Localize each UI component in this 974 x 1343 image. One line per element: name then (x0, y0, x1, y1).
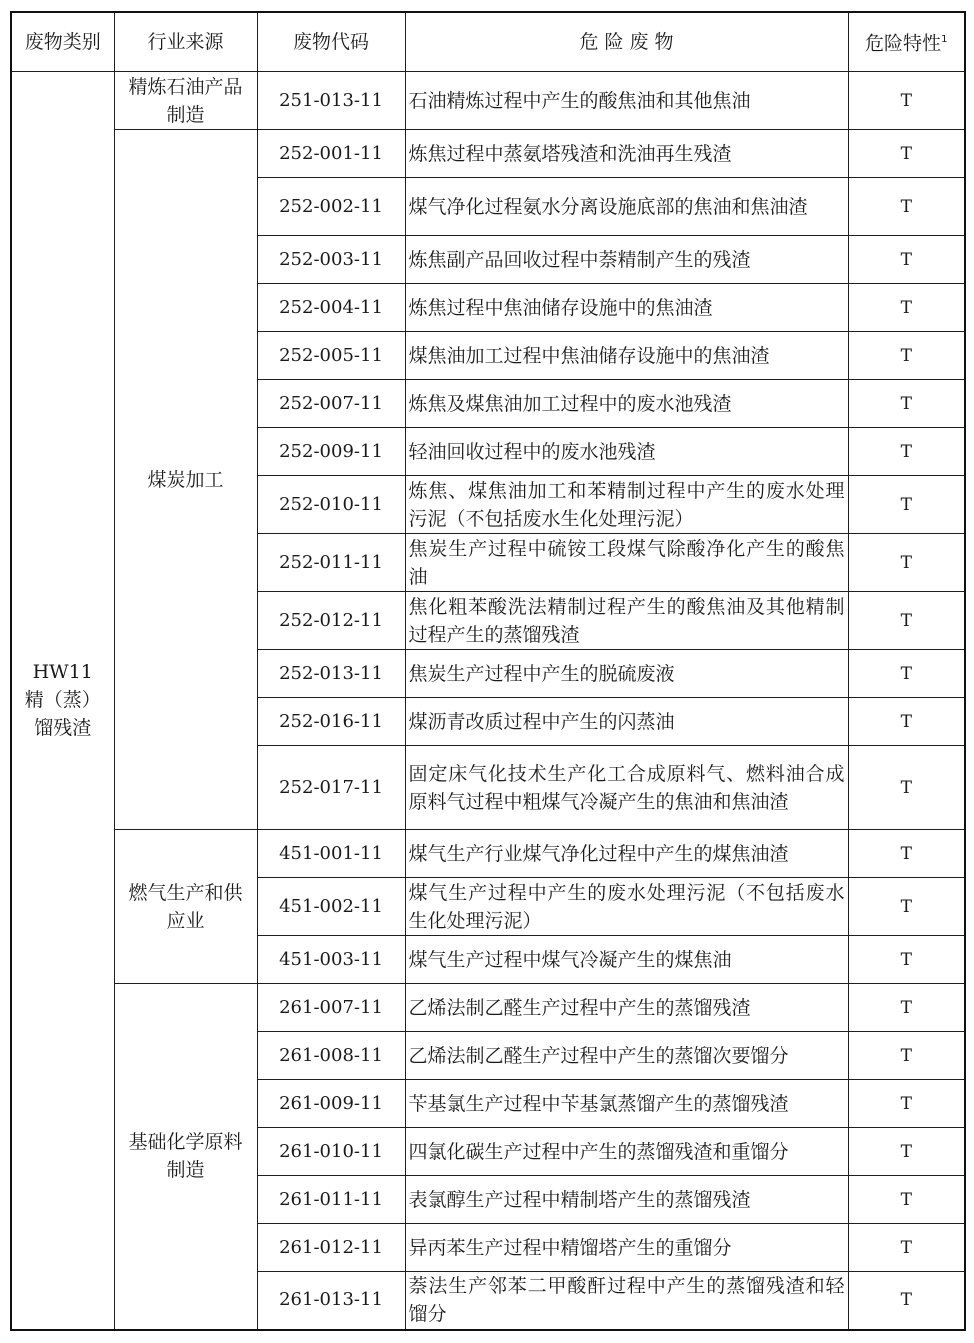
waste-description-cell: 煤气生产过程中产生的废水处理污泥（不包括废水生化处理污泥） (405, 878, 848, 936)
industry-cell (114, 830, 257, 984)
hazard-trait-cell: T (848, 178, 965, 236)
waste-code-cell: 252-009-11 (257, 428, 405, 476)
waste-description-cell: 焦炭生产过程中硫铵工段煤气除酸净化产生的酸焦油 (405, 534, 848, 592)
hazard-trait-cell: T (848, 1176, 965, 1224)
waste-code-cell: 261-008-11 (257, 1032, 405, 1080)
hazard-trait-cell: T (848, 650, 965, 698)
waste-description-cell: 炼焦、煤焦油加工和苯精制过程中产生的废水处理污泥（不包括废水生化处理污泥） (405, 476, 848, 534)
hazard-trait-cell: T (848, 236, 965, 284)
hazard-trait-cell: T (848, 284, 965, 332)
table-header-row (11, 12, 965, 72)
industry-label-line: 煤炭加工 (147, 468, 224, 491)
hazard-trait-cell: T (848, 1272, 965, 1330)
waste-code-cell: 451-001-11 (257, 830, 405, 878)
waste-description-cell: 异丙苯生产过程中精馏塔产生的重馏分 (405, 1224, 848, 1272)
hazard-trait-cell: T (848, 130, 965, 178)
table-row (11, 984, 965, 1032)
waste-description-cell: 固定床气化技术生产化工合成原料气、燃料油合成原料气过程中粗煤气冷凝产生的焦油和焦油渣 (405, 746, 848, 830)
industry-label-line: 燃气生产和供 (128, 881, 243, 904)
hazard-trait-cell: T (848, 698, 965, 746)
hazard-trait-cell: T (848, 936, 965, 984)
hazard-trait-cell: T (848, 428, 965, 476)
hazard-trait-cell: T (848, 380, 965, 428)
hazard-trait-cell: T (848, 72, 965, 130)
industry-label-line: 制造 (166, 1159, 205, 1182)
waste-code-cell: 261-007-11 (257, 984, 405, 1032)
category-code: HW11 (32, 661, 93, 684)
hazard-trait-cell: T (848, 534, 965, 592)
table-row (11, 72, 965, 130)
hazard-trait-cell: T (848, 332, 965, 380)
waste-description-cell: 乙烯法制乙醛生产过程中产生的蒸馏残渣 (405, 984, 848, 1032)
waste-code-cell: 252-012-11 (257, 592, 405, 650)
waste-code-cell: 261-012-11 (257, 1224, 405, 1272)
waste-description-cell: 轻油回收过程中的废水池残渣 (405, 428, 848, 476)
waste-code-cell: 252-007-11 (257, 380, 405, 428)
waste-code-cell: 252-010-11 (257, 476, 405, 534)
waste-code-cell: 252-004-11 (257, 284, 405, 332)
industry-cell (114, 130, 257, 830)
waste-code-cell: 451-003-11 (257, 936, 405, 984)
hazard-trait-cell: T (848, 984, 965, 1032)
industry-cell (114, 984, 257, 1330)
waste-code-cell: 252-001-11 (257, 130, 405, 178)
hazard-trait-cell: T (848, 878, 965, 936)
waste-code-cell: 261-009-11 (257, 1080, 405, 1128)
waste-description-cell: 煤沥青改质过程中产生的闪蒸油 (405, 698, 848, 746)
industry-label-line: 应业 (166, 909, 205, 932)
waste-code-cell: 261-011-11 (257, 1176, 405, 1224)
waste-code-cell: 261-013-11 (257, 1272, 405, 1330)
header-trait (848, 12, 965, 72)
hazard-trait-cell: T (848, 1032, 965, 1080)
waste-description-cell: 煤气生产行业煤气净化过程中产生的煤焦油渣 (405, 830, 848, 878)
waste-code-cell: 252-003-11 (257, 236, 405, 284)
header-trait-footnote: 1 (941, 34, 948, 46)
category-cell (11, 72, 114, 1330)
table-row (11, 130, 965, 178)
hazard-trait-cell: T (848, 746, 965, 830)
waste-description-cell: 炼焦副产品回收过程中萘精制产生的残渣 (405, 236, 848, 284)
waste-code-cell: 261-010-11 (257, 1128, 405, 1176)
waste-table-container (10, 11, 966, 1331)
header-waste: 危 险 废 物 (405, 12, 848, 72)
waste-code-cell: 252-011-11 (257, 534, 405, 592)
waste-description-cell: 炼焦及煤焦油加工过程中的废水池残渣 (405, 380, 848, 428)
waste-description-cell: 萘法生产邻苯二甲酸酐过程中产生的蒸馏残渣和轻馏分 (405, 1272, 848, 1330)
waste-description-cell: 煤焦油加工过程中焦油储存设施中的焦油渣 (405, 332, 848, 380)
header-code: 废物代码 (257, 12, 405, 72)
waste-description-cell: 炼焦过程中蒸氨塔残渣和洗油再生残渣 (405, 130, 848, 178)
industry-cell (114, 72, 257, 130)
waste-code-cell: 251-013-11 (257, 72, 405, 130)
waste-description-cell: 表氯醇生产过程中精制塔产生的蒸馏残渣 (405, 1176, 848, 1224)
waste-description-cell: 煤气生产过程中煤气冷凝产生的煤焦油 (405, 936, 848, 984)
header-trait-label: 危险特性 (865, 32, 942, 55)
category-name-line1: 精（蒸） (24, 689, 101, 712)
waste-code-cell: 252-013-11 (257, 650, 405, 698)
industry-label-line: 精炼石油产品 (128, 75, 243, 98)
waste-description-cell: 炼焦过程中焦油储存设施中的焦油渣 (405, 284, 848, 332)
hazard-trait-cell: T (848, 1128, 965, 1176)
hazard-trait-cell: T (848, 830, 965, 878)
hazardous-waste-table (10, 11, 966, 1331)
industry-label-line: 制造 (166, 103, 205, 126)
waste-description-cell: 苄基氯生产过程中苄基氯蒸馏产生的蒸馏残渣 (405, 1080, 848, 1128)
table-body (11, 72, 965, 1330)
waste-description-cell: 煤气净化过程氨水分离设施底部的焦油和焦油渣 (405, 178, 848, 236)
header-category: 废物类别 (11, 12, 114, 72)
waste-code-cell: 451-002-11 (257, 878, 405, 936)
hazard-trait-cell: T (848, 1224, 965, 1272)
hazard-trait-cell: T (848, 592, 965, 650)
header-industry: 行业来源 (114, 12, 257, 72)
waste-description-cell: 四氯化碳生产过程中产生的蒸馏残渣和重馏分 (405, 1128, 848, 1176)
waste-code-cell: 252-005-11 (257, 332, 405, 380)
waste-description-cell: 石油精炼过程中产生的酸焦油和其他焦油 (405, 72, 848, 130)
waste-code-cell: 252-017-11 (257, 746, 405, 830)
category-name-line2: 馏残渣 (34, 717, 92, 740)
hazard-trait-cell: T (848, 1080, 965, 1128)
waste-code-cell: 252-016-11 (257, 698, 405, 746)
table-row (11, 830, 965, 878)
waste-description-cell: 乙烯法制乙醛生产过程中产生的蒸馏次要馏分 (405, 1032, 848, 1080)
industry-label-line: 基础化学原料 (128, 1131, 243, 1154)
hazard-trait-cell: T (848, 476, 965, 534)
waste-code-cell: 252-002-11 (257, 178, 405, 236)
waste-description-cell: 焦炭生产过程中产生的脱硫废液 (405, 650, 848, 698)
waste-description-cell: 焦化粗苯酸洗法精制过程产生的酸焦油及其他精制过程产生的蒸馏残渣 (405, 592, 848, 650)
